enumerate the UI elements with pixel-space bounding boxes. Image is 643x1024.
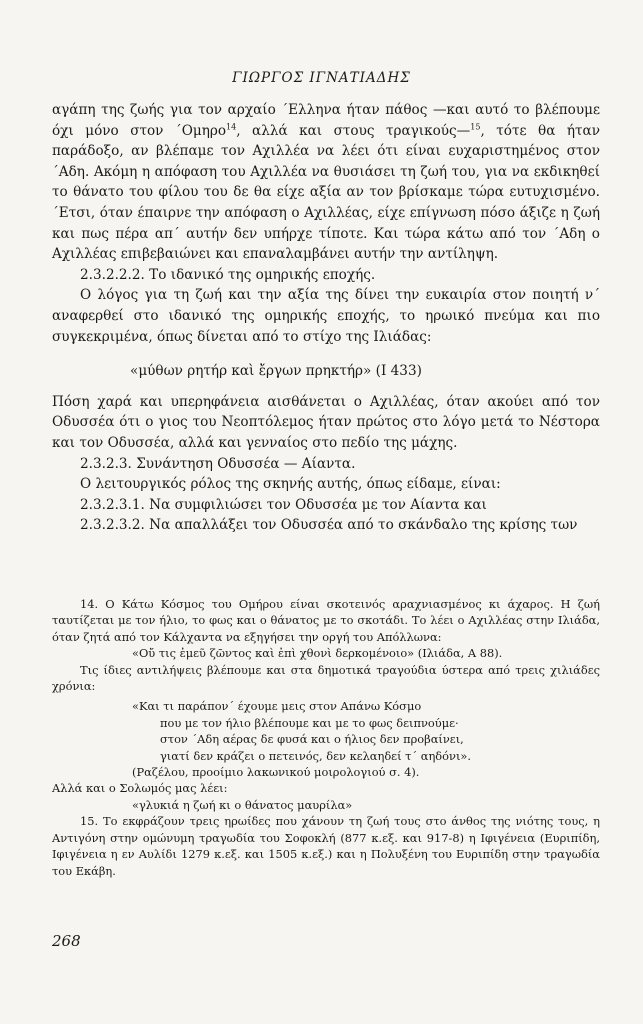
footnote-ref-14: 14 xyxy=(226,122,237,132)
footnote-15: 15. Το εκφράζουν τρεις ηρωίδες που χάνουν τη ζωή τους στο άνθος της νιότης τους, η Αντιγόνη στην ομώνυμη τραγωδία του Σοφοκλή (877 κ.εξ. και 917-8) η Ιφιγένεια (Ευριπίδη, Ιφιγένεια η εν Αυλίδι 1279 κ.εξ. και 1505 κ.εξ.) και η Πολυξένη του Ευριπίδη στην τραγωδία του Εκάβη. xyxy=(52,814,600,878)
footnote-14-part-c: Αλλά και ο Σολωμός μας λέει: xyxy=(52,781,228,796)
folk-song-source: (Ραζέλου, προοίμιο λακωνικού μοιρολογιού σ. 4). xyxy=(132,765,420,780)
list-item-1: 2.3.2.3.1. Να συμφιλιώσει τον Οδυσσέα με τον Αίαντα και xyxy=(80,496,487,513)
footnote-14-part-b: Τις ίδιες αντιλήψεις βλέπουμε και στα δημοτικά τραγούδια ύστερα από τρεις χιλιάδες χρόνια: xyxy=(52,662,600,694)
folk-song-line-4: γιατί δεν κράζει ο πετεινός, δεν κελαηδεί τ΄ αηδόνι». xyxy=(160,748,472,763)
list-item-2: 2.3.2.3.2. Να απαλλάξει τον Οδυσσέα από το σκάνδαλο της κρίσης των xyxy=(80,517,578,534)
main-text xyxy=(52,100,600,536)
running-header: ΓΙΩΡΓΟΣ ΙΓΝΑΤΙΑΔΗΣ xyxy=(232,70,411,86)
paragraph-1 xyxy=(52,100,600,265)
solomos-quote: «γλυκιά η ζωή κι ο θάνατος μαυρίλα» xyxy=(132,797,353,812)
folk-song-line-2: που με τον ήλιο βλέπουμε και με το φως δειπνούμε· xyxy=(160,715,459,730)
iliad-quote: «μύθων ρητήρ καὶ ἔργων πρηκτήρ» (Ι 433) xyxy=(130,363,422,380)
section-heading-2-3-2-3: 2.3.2.3. Συνάντηση Οδυσσέα — Αίαντα. xyxy=(80,455,356,472)
folk-song-line-1: «Και τι παράπον΄ έχουμε μεις στον Απάνω Κόσμο xyxy=(132,699,422,714)
paragraph-1-part-a: αγάπη της ζωής για τον αρχαίο ΄Ελληνα ήταν πάθος —και αυτό το βλέπουμε όχι μόνο στον ΄Ομηρο xyxy=(52,102,600,139)
paragraph-2: Ο λόγος για τη ζωή και την αξία της δίνει την ευκαιρία στον ποιητή ν΄ αναφερθεί στο ιδανικό της ομηρικής εποχής, το ηρωικό πνεύμα και πιο συγκεκριμένα, όπως δίνεται από το στίχο της Ιλιάδας: xyxy=(52,287,600,345)
footnote-ref-15: 15 xyxy=(470,122,481,132)
paragraph-1-part-b: , αλλά και στους τραγικούς— xyxy=(236,122,471,139)
footnotes xyxy=(52,596,600,879)
footnote-14: 14. Ο Κάτω Κόσμος του Ομήρου είναι σκοτεινός αραχνιασμένος κι άχαρος. Η ζωή ταυτίζεται με τον ήλιο, το φως και ο θάνατος με το σκοτάδι. Το λέει ο Αχιλλέας στην Ιλιάδα, όταν ζητά από τον Κάλχαντα να εξηγήσει την οργή του Απόλλωνα: xyxy=(52,597,600,644)
section-heading-2-3-2-2-2: 2.3.2.2.2. Το ιδανικό της ομηρικής εποχής. xyxy=(80,266,376,283)
paragraph-3: Πόση χαρά και υπερηφάνεια αισθάνεται ο Αχιλλέας, όταν ακούει από τον Οδυσσέα ότι ο γιος του Νεοπτόλεμος ήταν πρώτος στο λόγο μετά το Νέστορα και τον Οδυσσέα, αλλά και γενναίος στο πεδίο της μάχης. xyxy=(52,393,600,451)
paragraph-1-part-c: , τότε θα ήταν παράδοξο, αν βλέπαμε τον Αχιλλέα να λέει ότι είναι ευχαριστημένος στον ΄Αδη. Ακόμη η απόφαση του Αχιλλέα να θυσιάσει τη ζωή του, για να εκδικηθεί το θάνατο του φίλου του δε θα είχε αξία αν τον βρίσκαμε τώρα ευτυχισμένο. ΄Ετσι, όταν έπαιρνε την απόφαση ο Αχιλλέας, είχε επίγνωση πόσο άξιζε η ζωή και πως πέρα απ΄ αυτήν δεν υπήρχε τίποτε. Και τώρα κάτω από τον ΄Αδη ο Αχιλλέας επιβεβαιώνει και επαναλαμβάνει αυτήν την αντίληψη. xyxy=(52,122,600,263)
folk-song-line-3: στον ΄Αδη αέρας δε φυσά και ο ήλιος δεν προβαίνει, xyxy=(160,732,464,747)
paragraph-4: Ο λειτουργικός ρόλος της σκηνής αυτής, όπως είδαμε, είναι: xyxy=(80,476,501,493)
page-number: 268 xyxy=(52,932,81,950)
footnote-14-verse: «Οὔ τις ἐμεῦ ζῶντος καὶ ἐπὶ χθονὶ δερκομένοιο» (Ιλιάδα, Α 88). xyxy=(132,646,503,661)
